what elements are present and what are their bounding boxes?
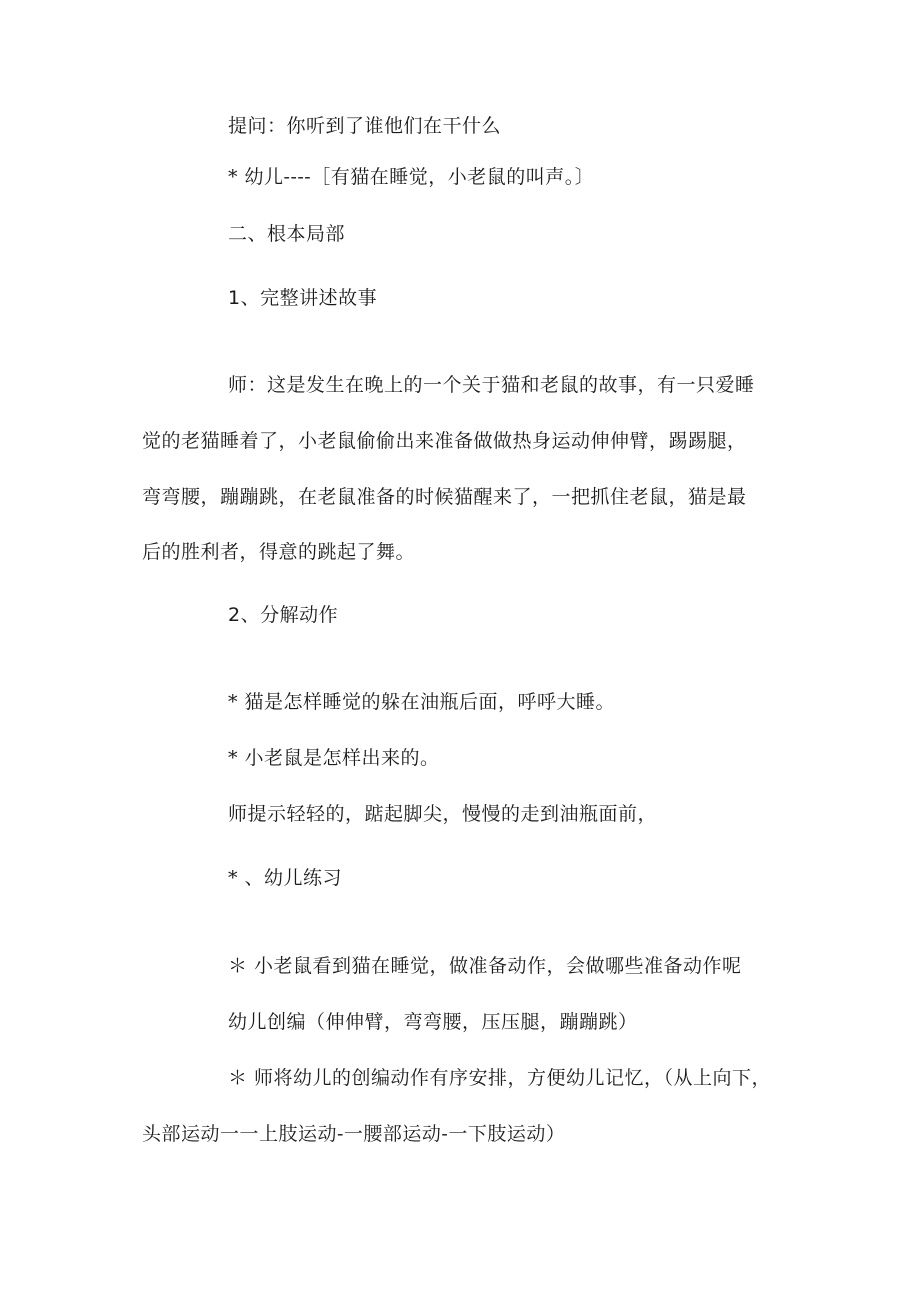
child-create-line: 幼儿创编（伸伸臂，弯弯腰，压压腿，蹦蹦跳）	[228, 1011, 638, 1033]
bullet-mouse-prepare: ＊ 小老鼠看到猫在睡觉，做准备动作，会做哪些准备动作呢	[228, 955, 742, 977]
step-2-heading: 2、分解动作	[228, 604, 339, 626]
bullet-cat-sleep: * 猫是怎样睡觉的躲在油瓶后面，呼呼大睡。	[228, 691, 616, 713]
story-paragraph-line-3: 弯弯腰，蹦蹦跳，在老鼠准备的时候猫醒来了，一把抓住老鼠，猫是最	[142, 486, 747, 508]
story-paragraph-line-4: 后的胜利者，得意的跳起了舞。	[142, 541, 416, 563]
section-heading: 二、根本局部	[228, 223, 346, 245]
teacher-hint-line: 师提示轻轻的，踮起脚尖，慢慢的走到油瓶面前，	[228, 803, 658, 825]
story-paragraph-line-1: 师：这是发生在晚上的一个关于猫和老鼠的故事，有一只爱睡	[228, 374, 755, 396]
story-paragraph-line-2: 觉的老猫睡着了，小老鼠偷偷出来准备做做热身运动伸伸臂，踢踢腿，	[142, 430, 747, 452]
bullet-mouse-come-out: * 小老鼠是怎样出来的。	[228, 747, 440, 769]
movement-order-line: 头部运动一一上肢运动-一腰部运动-一下肢运动）	[142, 1123, 566, 1145]
step-1-heading: 1、完整讲述故事	[228, 287, 378, 309]
question-line: 提问：你听到了谁他们在干什么	[228, 115, 502, 137]
child-answer-line: * 幼儿----［有猫在睡觉，小老鼠的叫声。〕	[228, 166, 595, 188]
bullet-child-practice: * 、幼儿练习	[228, 867, 343, 889]
bullet-teacher-arrange: ＊ 师将幼儿的创编动作有序安排，方便幼儿记忆，（从上向下，	[228, 1067, 772, 1089]
